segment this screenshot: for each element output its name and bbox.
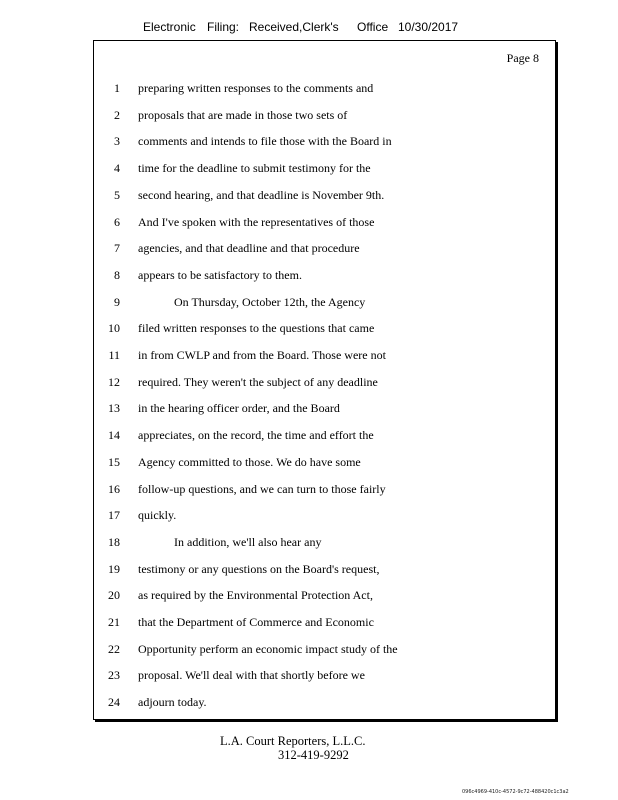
line-text: follow-up questions, and we can turn to those fairly (138, 481, 386, 496)
line-number: 17 (108, 508, 120, 523)
transcript-line (94, 321, 555, 348)
transcript-line (94, 668, 555, 695)
stamp-office: Office (357, 20, 389, 34)
line-number: 1 (114, 81, 120, 95)
line-text: appreciates, on the record, the time and effort the (138, 428, 374, 443)
line-number: 20 (108, 588, 120, 603)
line-text: quickly. (138, 508, 177, 523)
transcript-line (94, 588, 555, 615)
line-text: in from CWLP and from the Board. Those were not (138, 348, 386, 362)
transcript-line (94, 295, 555, 322)
transcript-line (94, 81, 555, 108)
transcript-line (94, 188, 555, 215)
line-number: 21 (108, 615, 120, 629)
stamp-received: Received,Clerk's (249, 20, 339, 34)
reporter-phone: 312-419-9292 (278, 748, 349, 762)
line-number: 5 (114, 187, 120, 202)
transcript-page (93, 40, 556, 720)
line-number: 9 (114, 294, 120, 309)
line-number: 2 (114, 107, 120, 122)
line-number: 10 (108, 321, 120, 336)
stamp-electronic: Electronic (143, 20, 196, 34)
line-text: required. They weren't the subject of any deadline (138, 374, 378, 389)
line-text: as required by the Environmental Protection Act, (138, 588, 373, 603)
stamp-filing: Filing: (207, 20, 240, 34)
transcript-line (94, 535, 555, 562)
transcript-line (94, 215, 555, 242)
transcript-line (94, 401, 555, 428)
transcript-line (94, 615, 555, 642)
line-text: in the hearing officer order, and the Board (138, 401, 340, 416)
transcript-line (94, 134, 555, 161)
line-text: filed written responses to the questions that came (138, 321, 375, 336)
line-number: 23 (108, 668, 120, 683)
line-number: 22 (108, 641, 120, 656)
line-text: time for the deadline to submit testimony for the (138, 161, 371, 176)
line-number: 13 (108, 401, 120, 416)
stamp-date: 10/30/2017 (398, 20, 459, 34)
line-text: agencies, and that deadline and that procedure (138, 241, 360, 256)
transcript-line (94, 375, 555, 402)
line-text: Agency committed to those. We do have some (138, 454, 361, 469)
line-text: Opportunity perform an economic impact study of the (138, 641, 398, 656)
line-text: adjourn today. (138, 695, 207, 710)
line-number: 11 (108, 348, 120, 362)
line-text: appears to be satisfactory to them. (138, 267, 302, 282)
line-text: proposals that are made in those two sets of (138, 107, 348, 122)
line-text: preparing written responses to the comments and (138, 81, 374, 95)
reporter-company: L.A. Court Reporters, L.L.C. (220, 734, 366, 748)
transcript-line (94, 508, 555, 535)
transcript-line (94, 642, 555, 669)
transcript-line (94, 161, 555, 188)
line-number: 14 (108, 428, 120, 443)
line-number: 7 (114, 241, 120, 256)
line-number: 6 (114, 214, 120, 229)
line-number: 16 (108, 481, 120, 496)
document-hash: 096c4969-410c-4572-9c72-488420c1c3a2 (462, 789, 569, 795)
line-text: comments and intends to file those with the Board in (138, 134, 392, 149)
line-number: 18 (108, 534, 120, 549)
transcript-line (94, 268, 555, 295)
transcript-line (94, 108, 555, 135)
line-number: 24 (108, 695, 120, 710)
line-text: proposal. We'll deal with that shortly before we (138, 668, 365, 683)
transcript-line (94, 428, 555, 455)
line-text: In addition, we'll also hear any (174, 534, 322, 549)
transcript-line (94, 241, 555, 268)
line-number: 19 (108, 561, 120, 576)
line-text: testimony or any questions on the Board's request, (138, 561, 380, 576)
line-number: 8 (114, 267, 120, 282)
transcript-line (94, 562, 555, 589)
transcript-line (94, 695, 555, 722)
line-number: 15 (108, 454, 120, 469)
line-number: 3 (114, 134, 120, 149)
line-number: 12 (108, 374, 120, 389)
transcript-line (94, 482, 555, 509)
line-text: And I've spoken with the representatives of those (138, 214, 375, 229)
page-number: Page 8 (506, 51, 539, 65)
line-text: On Thursday, October 12th, the Agency (174, 294, 366, 309)
line-text: that the Department of Commerce and Economic (138, 615, 374, 629)
filing-stamp (0, 20, 618, 38)
line-number: 4 (114, 161, 120, 176)
transcript-line (94, 455, 555, 482)
line-text: second hearing, and that deadline is November 9th. (138, 187, 385, 202)
transcript-line (94, 348, 555, 375)
